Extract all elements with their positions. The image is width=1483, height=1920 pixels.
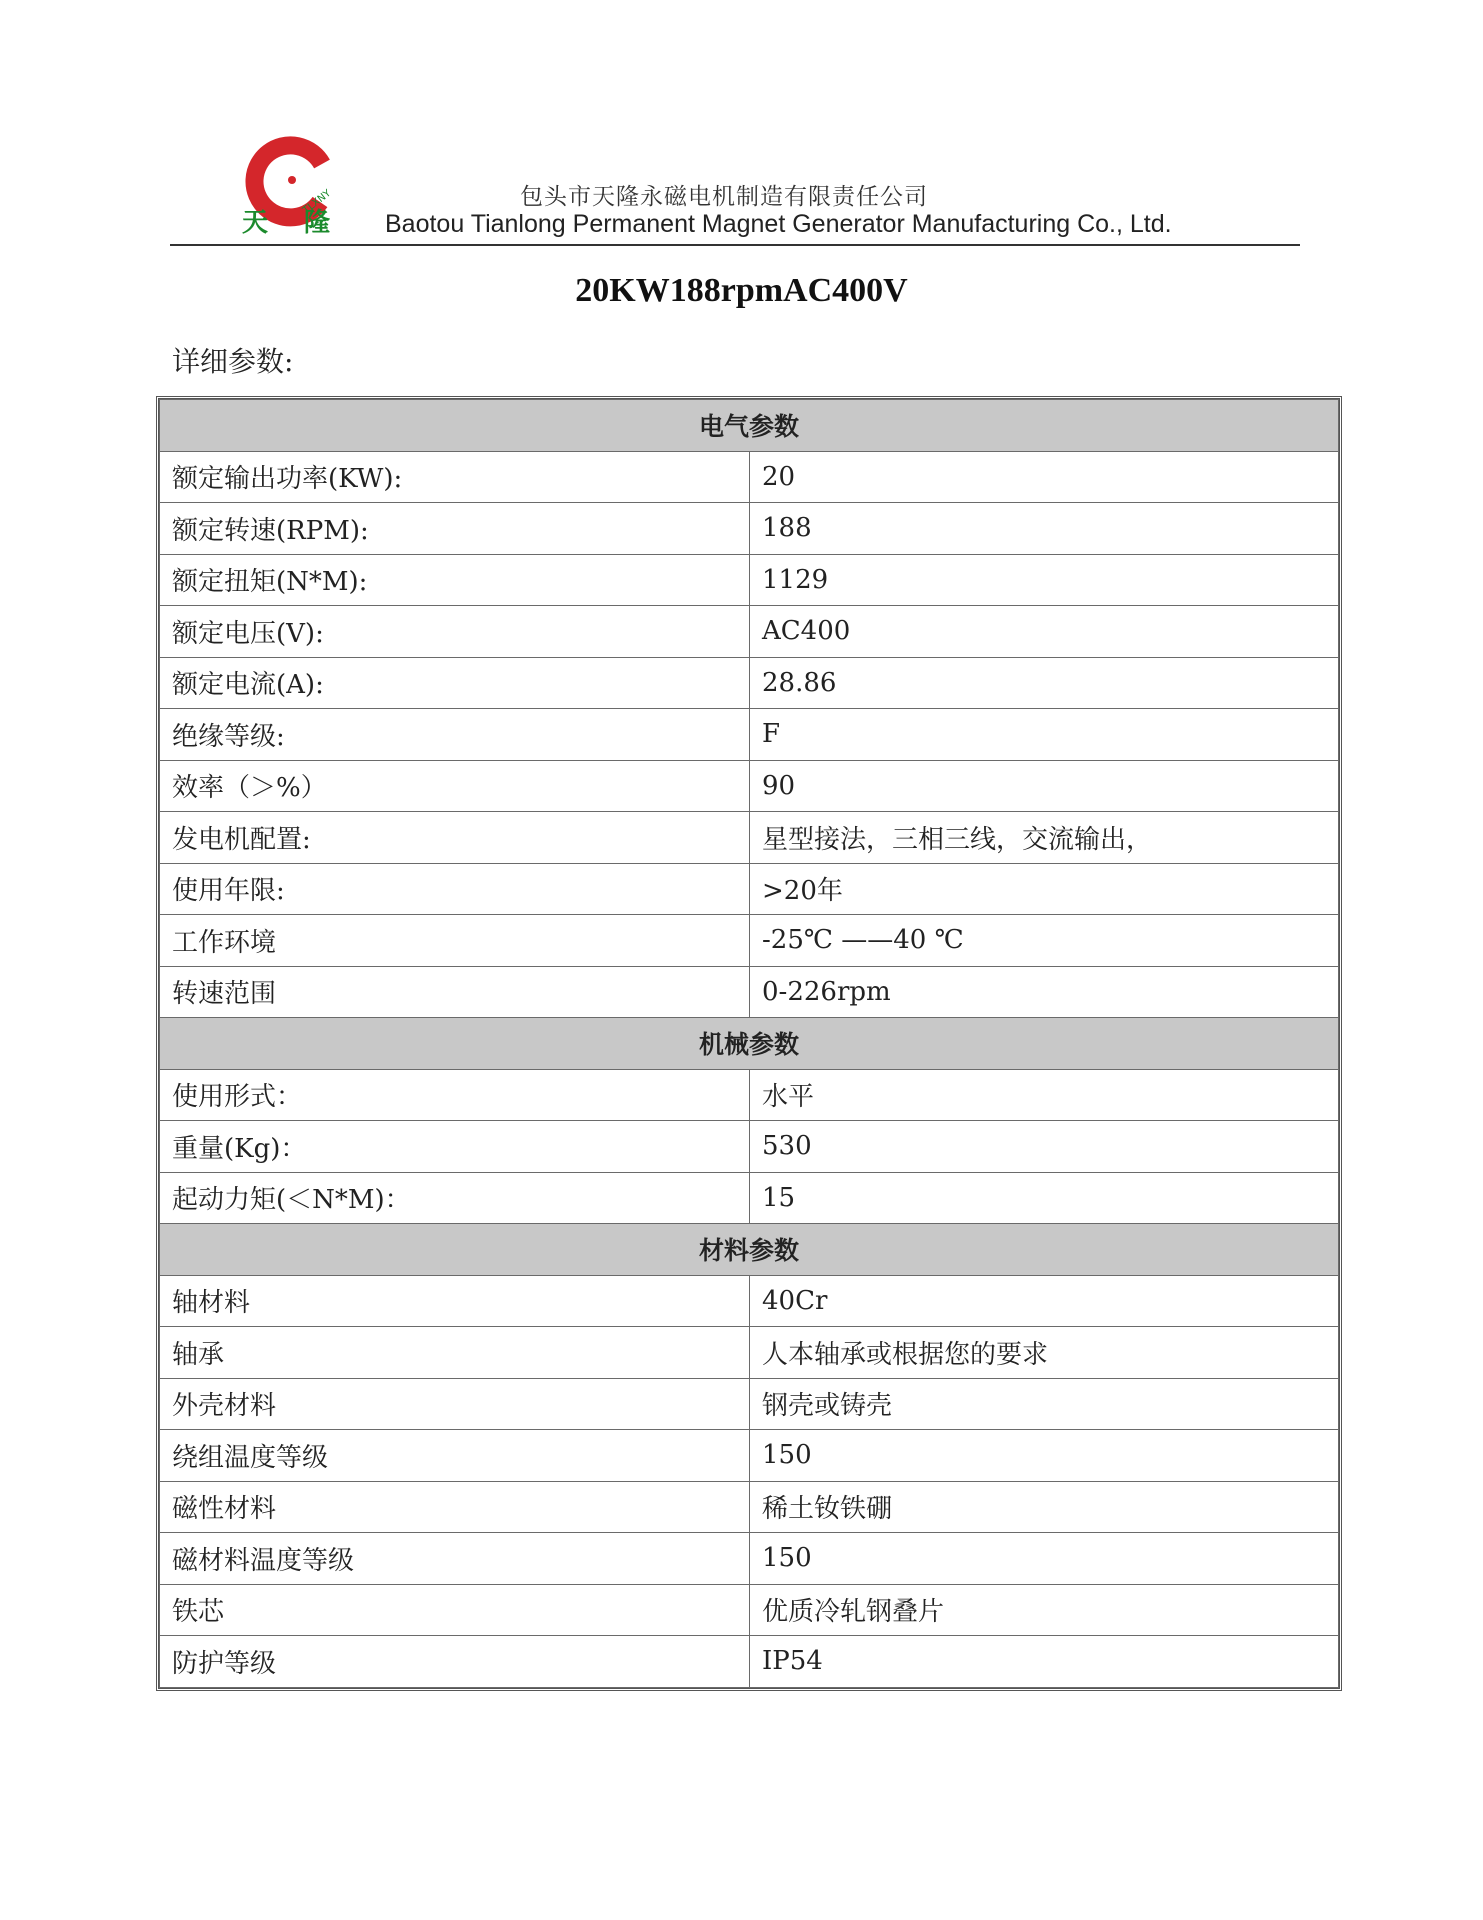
param-value: 水平: [750, 1069, 1339, 1121]
param-value: 150: [750, 1430, 1339, 1482]
detail-parameters-heading: 详细参数:: [172, 345, 294, 378]
param-value: 530: [750, 1121, 1339, 1173]
company-name-english: Baotou Tianlong Permanent Magnet Generator Manufacturing Co., Ltd.: [385, 210, 1172, 238]
section-header-materials: [160, 1224, 1339, 1276]
param-label: 额定转速(RPM):: [160, 503, 750, 555]
param-label: 额定电压(V):: [160, 606, 750, 658]
param-label: 磁材料温度等级: [160, 1533, 750, 1585]
param-label: 效率（＞%）: [160, 760, 750, 812]
logo-characters: [242, 202, 342, 236]
table-row: [160, 1533, 1339, 1585]
table-row: [160, 709, 1339, 761]
table-row: [160, 966, 1339, 1018]
document-title: 20KW188rpmAC400V: [575, 272, 908, 309]
table-row: [160, 1121, 1339, 1173]
document-header: [170, 130, 1300, 246]
section-title: 机械参数: [160, 1018, 1339, 1070]
param-value: IP54: [750, 1636, 1339, 1688]
param-value: >20年: [750, 863, 1339, 915]
param-label: 额定扭矩(N*M):: [160, 554, 750, 606]
logo-char-tian: 天: [242, 208, 271, 238]
table-row: [160, 1172, 1339, 1224]
table-row: [160, 1327, 1339, 1379]
param-label: 工作环境: [160, 915, 750, 967]
table-row: [160, 760, 1339, 812]
param-label: 发电机配置:: [160, 812, 750, 864]
param-value: F: [750, 709, 1339, 761]
param-value: 150: [750, 1533, 1339, 1585]
param-value: 20: [750, 451, 1339, 503]
table-row: [160, 1430, 1339, 1482]
param-label: 使用形式：: [160, 1069, 750, 1121]
table-row: [160, 1584, 1339, 1636]
param-value: 稀土钕铁硼: [750, 1481, 1339, 1533]
param-value: 优质冷轧钢叠片: [750, 1584, 1339, 1636]
param-label: 绝缘等级:: [160, 709, 750, 761]
section-title: 材料参数: [160, 1224, 1339, 1276]
param-value: 28.86: [750, 657, 1339, 709]
param-label: 转速范围: [160, 966, 750, 1018]
param-label: 绕组温度等级: [160, 1430, 750, 1482]
param-label: 铁芯: [160, 1584, 750, 1636]
table-row: [160, 451, 1339, 503]
param-value: AC400: [750, 606, 1339, 658]
param-label: 外壳材料: [160, 1378, 750, 1430]
table-row: [160, 812, 1339, 864]
param-value: -25℃ ——40 ℃: [750, 915, 1339, 967]
table-row: [160, 503, 1339, 555]
param-label: 防护等级: [160, 1636, 750, 1688]
param-value: 188: [750, 503, 1339, 555]
table-row: [160, 863, 1339, 915]
param-value: 钢壳或铸壳: [750, 1378, 1339, 1430]
param-value: 0-226rpm: [750, 966, 1339, 1018]
table-row: [160, 1636, 1339, 1688]
company-name-chinese: 包头市天隆永磁电机制造有限责任公司: [520, 184, 928, 210]
section-title: 电气参数: [160, 400, 1339, 452]
param-label: 额定电流(A):: [160, 657, 750, 709]
param-value: 星型接法，三相三线，交流输出，: [750, 812, 1339, 864]
param-value: 15: [750, 1172, 1339, 1224]
param-label: 使用年限:: [160, 863, 750, 915]
table-row: [160, 657, 1339, 709]
table-row: [160, 1275, 1339, 1327]
specification-table: [156, 396, 1342, 1691]
table-row: [160, 1069, 1339, 1121]
logo-char-long: 隆: [304, 208, 333, 238]
table-row: [160, 606, 1339, 658]
param-value: 人本轴承或根据您的要求: [750, 1327, 1339, 1379]
section-header-mechanical: [160, 1018, 1339, 1070]
param-label: 磁性材料: [160, 1481, 750, 1533]
param-label: 重量(Kg)：: [160, 1121, 750, 1173]
param-label: 轴材料: [160, 1275, 750, 1327]
param-value: 40Cr: [750, 1275, 1339, 1327]
param-label: 轴承: [160, 1327, 750, 1379]
param-value: 1129: [750, 554, 1339, 606]
table-row: [160, 554, 1339, 606]
table-row: [160, 915, 1339, 967]
param-label: 起动力矩(＜N*M)：: [160, 1172, 750, 1224]
section-header-electrical: [160, 400, 1339, 452]
param-value: 90: [750, 760, 1339, 812]
logo-lettering: TLXNY: [301, 187, 334, 217]
table-row: [160, 1481, 1339, 1533]
param-label: 额定输出功率(KW):: [160, 451, 750, 503]
table-row: [160, 1378, 1339, 1430]
